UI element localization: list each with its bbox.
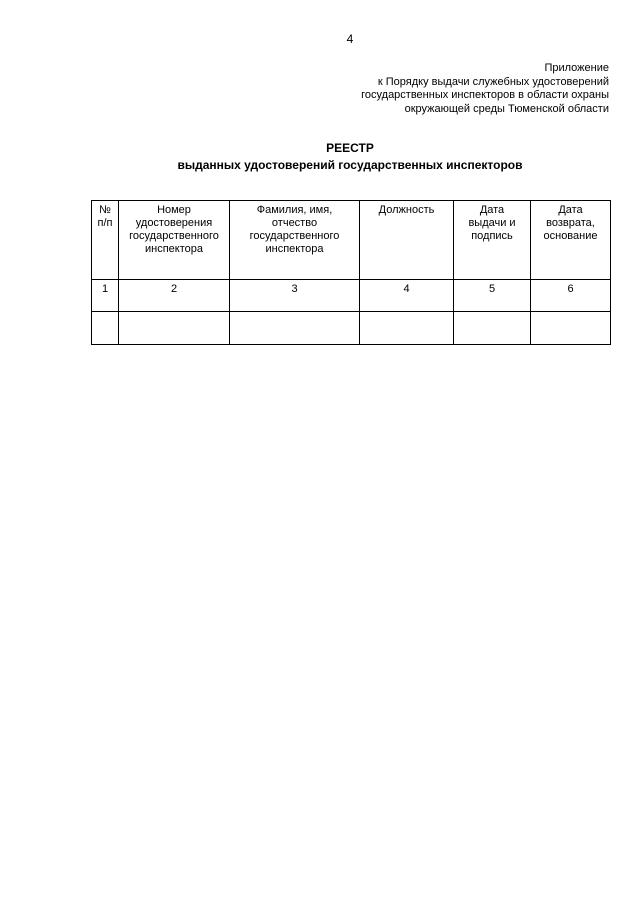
page-number: 4 (346, 32, 354, 46)
table-row (92, 280, 611, 312)
column-number-cell: 3 (230, 280, 360, 312)
appendix-line: Приложение (544, 62, 609, 74)
empty-cell (92, 312, 119, 345)
header-cell-issue-date: Дата выдачи и подпись (454, 201, 531, 280)
header-cell-full-name: Фамилия, имя, отчество государственного инспектора (230, 201, 360, 280)
empty-cell (531, 312, 611, 345)
header-cell-return-date: Дата возврата, основание (531, 201, 611, 280)
appendix-line: государственных инспекторов в области охраны (361, 89, 609, 101)
register-table (91, 200, 611, 345)
title-sub: выданных удостоверений государственных инспекторов (177, 158, 523, 172)
empty-cell (454, 312, 531, 345)
table-header-row (92, 201, 611, 280)
column-number-cell: 6 (531, 280, 611, 312)
appendix-line: окружающей среды Тюменской области (404, 102, 609, 115)
column-number-cell: 1 (92, 280, 119, 312)
empty-cell (119, 312, 230, 345)
document-title (0, 140, 640, 174)
appendix-note (289, 62, 609, 116)
header-cell-certificate-number: Номер удостоверения государственного инспектора (119, 201, 230, 280)
table-row (92, 312, 611, 345)
header-cell-position: Должность (360, 201, 454, 280)
empty-cell (230, 312, 360, 345)
empty-cell (360, 312, 454, 345)
column-number-cell: 2 (119, 280, 230, 312)
title-main: РЕЕСТР (326, 141, 374, 155)
column-number-cell: 5 (454, 280, 531, 312)
column-number-cell: 4 (360, 280, 454, 312)
appendix-line: к Порядку выдачи служебных удостоверений (377, 75, 609, 88)
header-cell-number: № п/п (92, 201, 119, 280)
